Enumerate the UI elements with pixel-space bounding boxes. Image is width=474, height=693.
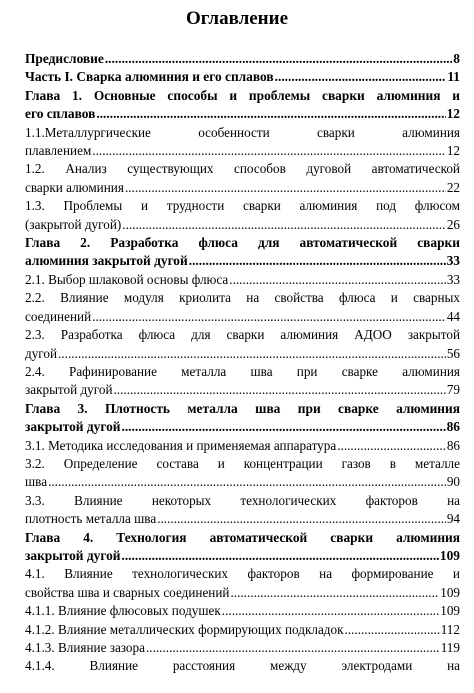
toc-entry-line: 1.3. Проблемы и трудности сварки алюминия под флюсом (25, 198, 460, 214)
toc-entry (25, 234, 460, 271)
toc-page-number: 86 (446, 419, 460, 435)
toc-entry-line: 3.2. Определение состава и концентрации газов в металле (25, 455, 460, 471)
toc-entry-line: 2.3. Разработка флюса для сварки алюминия АДОО закрытой (25, 327, 460, 343)
toc-dot-leader (229, 271, 446, 289)
toc-entry (25, 492, 460, 529)
toc-entry (25, 529, 460, 566)
toc-entry-title: сварки алюминия (25, 179, 124, 195)
toc-entry-title: плавлением (25, 143, 92, 159)
toc-entry-last-line (25, 216, 460, 234)
toc-entry-title: Предисловие (25, 51, 104, 66)
toc-entry-title: свойства шва и сварных соединений (25, 584, 230, 600)
toc-dot-leader (275, 68, 447, 86)
toc-dot-leader (114, 381, 446, 399)
toc-entry-last-line (25, 271, 460, 289)
toc-entry-last-line (25, 621, 460, 639)
toc-entry-line: 4.1. Влияние технологических факторов на формирование и (25, 566, 460, 582)
toc-page-number: 33 (446, 253, 460, 269)
toc-entry-title: 2.1. Выбор шлаковой основы флюса (25, 271, 229, 287)
toc-entry-last-line (25, 584, 460, 602)
toc-entry-last-line (25, 179, 460, 197)
toc-entry (25, 50, 460, 68)
toc-entry-last-line (25, 639, 460, 657)
toc-entry-last-line (25, 345, 460, 363)
toc-page-number: 11 (447, 69, 460, 85)
toc-dot-leader (157, 510, 446, 528)
toc-page-number: 109 (440, 603, 460, 619)
toc-entry-title: плотность металла шва (25, 511, 157, 527)
toc-page-number: 26 (446, 216, 460, 232)
toc-entry-line: 2.4. Рафинирование металла шва при сварке алюминия (25, 363, 460, 379)
toc-dot-leader (48, 473, 446, 491)
toc-entry-title: 3.1. Методика исследования и применяемая аппаратура (25, 437, 337, 453)
toc-entry-line: 1.1.Металлургические особенности сварки алюминия (25, 124, 460, 140)
toc-page-number: 44 (446, 308, 460, 324)
toc-entry-title: алюминия закрытой дугой (25, 253, 188, 269)
toc-entry-title: закрытой дугой (25, 419, 121, 435)
toc-page-number: 109 (440, 584, 460, 600)
toc-dot-leader (189, 252, 446, 270)
toc-entry (25, 363, 460, 400)
toc-entry-last-line (25, 105, 460, 123)
toc-page-number: 79 (446, 382, 460, 398)
toc-entry-line: Глава 1. Основные способы и проблемы сварки алюминия и (25, 87, 460, 103)
toc-page-number: 56 (446, 345, 460, 361)
toc-dot-leader (125, 179, 446, 197)
table-of-contents (25, 50, 460, 676)
toc-entry-last-line (25, 510, 460, 528)
toc-dot-leader (345, 621, 440, 639)
toc-entry-last-line (25, 418, 460, 436)
toc-entry (25, 621, 460, 639)
toc-entry-title: (закрытой дугой) (25, 216, 122, 232)
toc-dot-leader (222, 602, 439, 620)
toc-entry-line: Глава 4. Технология автоматической сварки алюминия (25, 529, 460, 545)
toc-dot-leader (230, 584, 439, 602)
toc-entry-title: закрытой дугой (25, 547, 121, 563)
toc-entry-title: соединений (25, 308, 92, 324)
toc-entry-last-line (25, 437, 460, 455)
toc-entry-title: шва (25, 474, 48, 490)
toc-entry-line: Глава 2. Разработка флюса для автоматической сварки (25, 235, 460, 251)
toc-entry (25, 565, 460, 602)
toc-entry (25, 289, 460, 326)
toc-dot-leader (92, 142, 446, 160)
toc-entry-title: Часть I. Сварка алюминия и его сплавов (25, 69, 274, 85)
toc-entry-line: 4.1.4. Влияние расстояния между электродами на (25, 658, 460, 674)
toc-page-number: 94 (446, 511, 460, 527)
toc-entry (25, 160, 460, 197)
toc-entry-title: 4.1.1. Влияние флюсовых подушек (25, 603, 221, 619)
toc-dot-leader (96, 105, 445, 123)
toc-dot-leader (121, 547, 438, 565)
toc-page-number: 109 (439, 547, 460, 563)
toc-page-number: 119 (440, 640, 460, 655)
toc-entry (25, 455, 460, 492)
toc-entry (25, 271, 460, 289)
toc-dot-leader (121, 418, 445, 436)
toc-entry-last-line (25, 142, 460, 160)
toc-entry (25, 437, 460, 455)
toc-entry (25, 657, 460, 675)
toc-entry-line: 2.2. Влияние модуля криолита на свойства флюса и сварных (25, 290, 460, 306)
toc-entry (25, 87, 460, 124)
toc-dot-leader (105, 50, 452, 68)
toc-entry-last-line (25, 68, 460, 86)
toc-entry-last-line (25, 50, 460, 68)
toc-entry-last-line (25, 547, 460, 565)
toc-entry (25, 326, 460, 363)
toc-page-number: 112 (440, 621, 460, 637)
toc-entry (25, 602, 460, 620)
toc-entry-last-line (25, 252, 460, 270)
toc-entry-title: 4.1.3. Влияние зазора (25, 640, 145, 655)
toc-entry (25, 639, 460, 657)
toc-entry-title: дугой (25, 345, 58, 361)
toc-page-number: 86 (446, 437, 460, 453)
toc-entry-title: 4.1.2. Влияние металлических формирующих подкладок (25, 621, 344, 637)
toc-dot-leader (122, 216, 446, 234)
toc-entry (25, 197, 460, 234)
toc-dot-leader (58, 345, 446, 363)
toc-entry-title: закрытой дугой (25, 382, 113, 398)
toc-entry-title: его сплавов (25, 106, 96, 122)
toc-page-number: 8 (453, 51, 460, 66)
toc-entry-line: 3.3. Влияние некоторых технологических факторов на (25, 492, 460, 508)
toc-page-number: 12 (446, 143, 460, 159)
toc-entry-last-line (25, 473, 460, 491)
toc-entry-last-line (25, 381, 460, 399)
toc-entry-line: 1.2. Анализ существующих способов дуговой автоматической (25, 161, 460, 177)
toc-entry-line: Глава 3. Плотность металла шва при сварке алюминия (25, 400, 460, 416)
toc-entry-last-line (25, 602, 460, 620)
toc-page-number: 22 (446, 179, 460, 195)
toc-dot-leader (92, 308, 446, 326)
toc-entry (25, 124, 460, 161)
toc-dot-leader (337, 437, 446, 455)
toc-entry (25, 68, 460, 86)
toc-entry (25, 400, 460, 437)
toc-page-number: 12 (446, 106, 460, 122)
toc-dot-leader (146, 639, 440, 657)
toc-page-number: 90 (446, 474, 460, 490)
toc-page-number: 33 (446, 271, 460, 287)
page-title: Оглавление (185, 8, 289, 29)
toc-entry-last-line (25, 308, 460, 326)
